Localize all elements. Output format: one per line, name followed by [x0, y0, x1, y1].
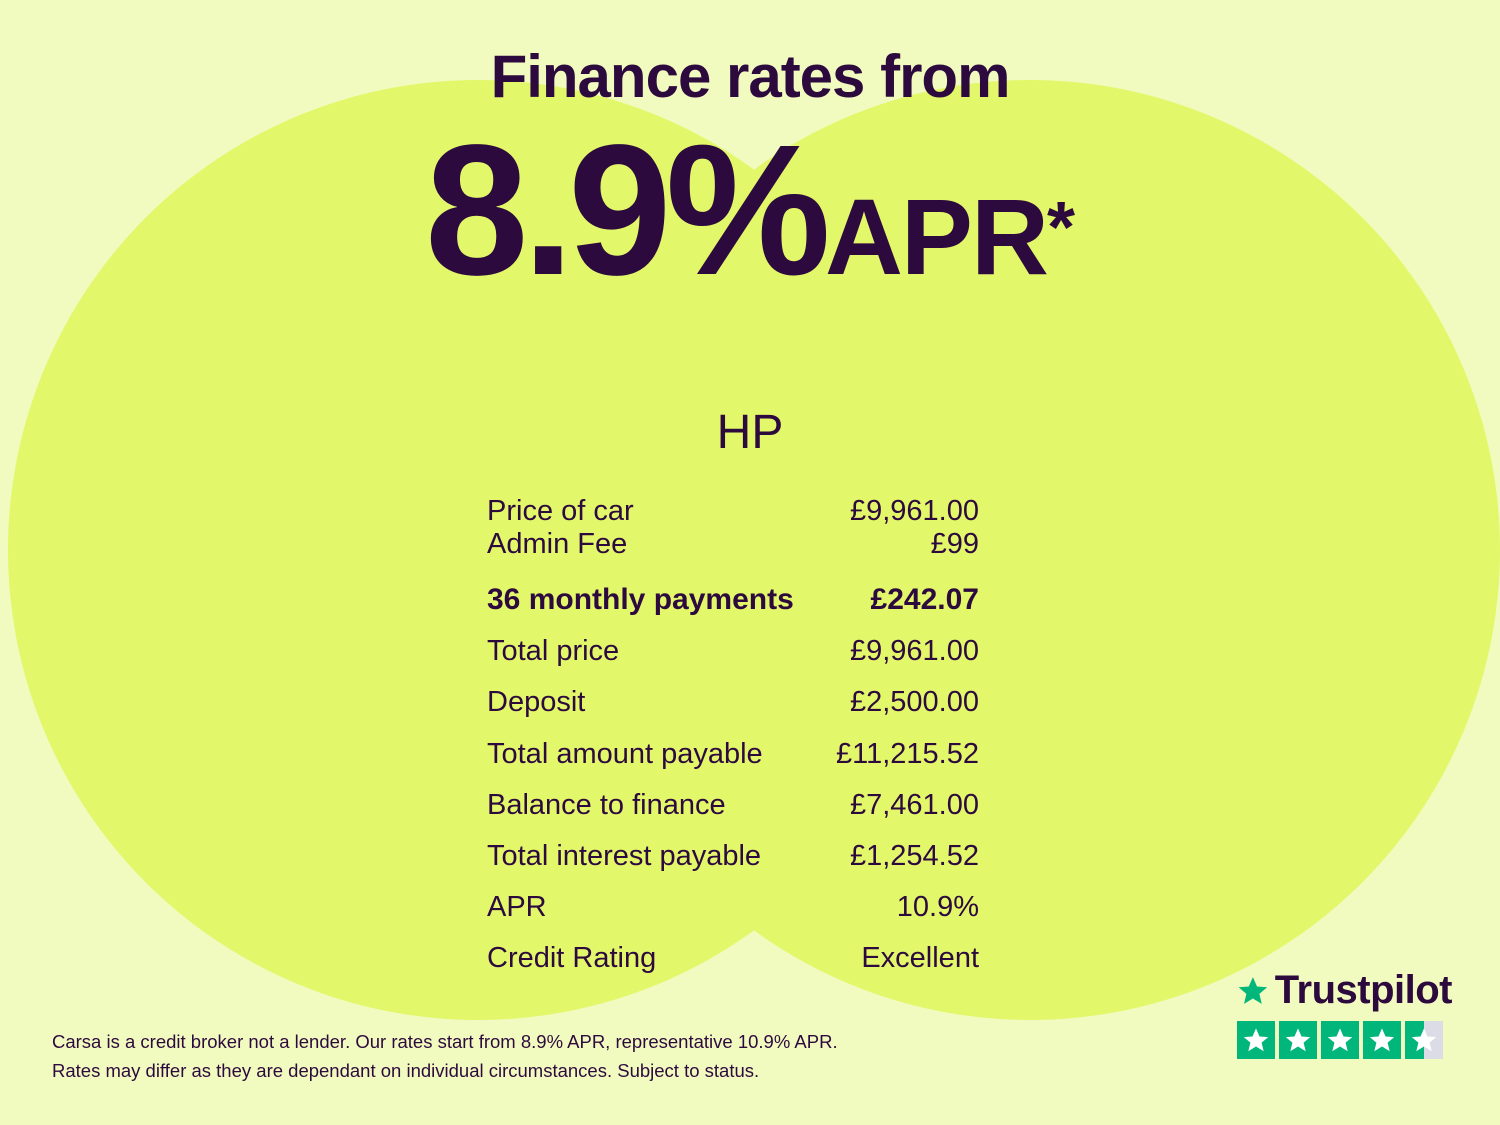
- disclaimer-line-1: Carsa is a credit broker not a lender. Our rates start from 8.9% APR, representative 10.9% APR.: [52, 1031, 838, 1052]
- row-value: £242.07: [870, 582, 979, 616]
- apr-asterisk: *: [1046, 188, 1075, 268]
- row-label: 36 monthly payments: [487, 582, 794, 616]
- table-row: [487, 788, 979, 822]
- row-value: 10.9%: [896, 891, 979, 924]
- table-row: [487, 685, 979, 719]
- trustpilot-stars: [1237, 1021, 1452, 1059]
- table-row: [487, 941, 979, 975]
- trustpilot-rating: [1237, 968, 1452, 1059]
- table-row: [487, 737, 979, 771]
- page-title: Finance rates from: [490, 43, 1010, 110]
- row-value: £7,461.00: [849, 788, 979, 821]
- table-row: [487, 495, 979, 528]
- row-value: £99: [930, 528, 979, 561]
- row-value: £9,961.00: [849, 495, 979, 527]
- row-value: £2,500.00: [849, 686, 979, 719]
- apr-rate: 8.9%: [424, 107, 825, 314]
- row-label: Total interest payable: [487, 839, 762, 872]
- table-row: [487, 839, 979, 873]
- row-value: £1,254.52: [849, 839, 979, 872]
- row-value: Excellent: [861, 942, 979, 975]
- table-row: [487, 634, 979, 668]
- star-icon: [1279, 1021, 1317, 1059]
- row-label: Credit Rating: [487, 942, 657, 975]
- row-label: Deposit: [487, 686, 586, 719]
- row-label: APR: [487, 891, 547, 924]
- disclaimer-text: [52, 1028, 852, 1085]
- disclaimer-line-2: Rates may differ as they are dependant on individual circumstances. Subject to status.: [52, 1059, 760, 1081]
- table-row-monthly-payments: [487, 582, 979, 617]
- row-label: Balance to finance: [487, 788, 726, 821]
- star-half-icon: [1405, 1021, 1443, 1059]
- star-icon: [1237, 1021, 1275, 1059]
- apr-headline: [0, 107, 1500, 314]
- star-icon: [1363, 1021, 1401, 1059]
- star-icon: [1321, 1021, 1359, 1059]
- trustpilot-star-icon: [1237, 970, 1269, 1012]
- row-label: Admin Fee: [487, 528, 628, 561]
- trustpilot-wordmark: Trustpilot: [1274, 968, 1452, 1012]
- trustpilot-logo: [1237, 968, 1452, 1013]
- row-value: £9,961.00: [849, 635, 979, 668]
- table-row: [487, 890, 979, 924]
- row-value: £11,215.52: [836, 737, 979, 770]
- table-row: [487, 528, 979, 561]
- finance-plan-title: HP: [716, 406, 784, 459]
- row-label: Price of car: [487, 495, 634, 527]
- row-label: Total amount payable: [487, 737, 763, 770]
- finance-breakdown-table: [487, 495, 979, 976]
- row-label: Total price: [487, 635, 620, 668]
- apr-label: APR: [824, 176, 1047, 297]
